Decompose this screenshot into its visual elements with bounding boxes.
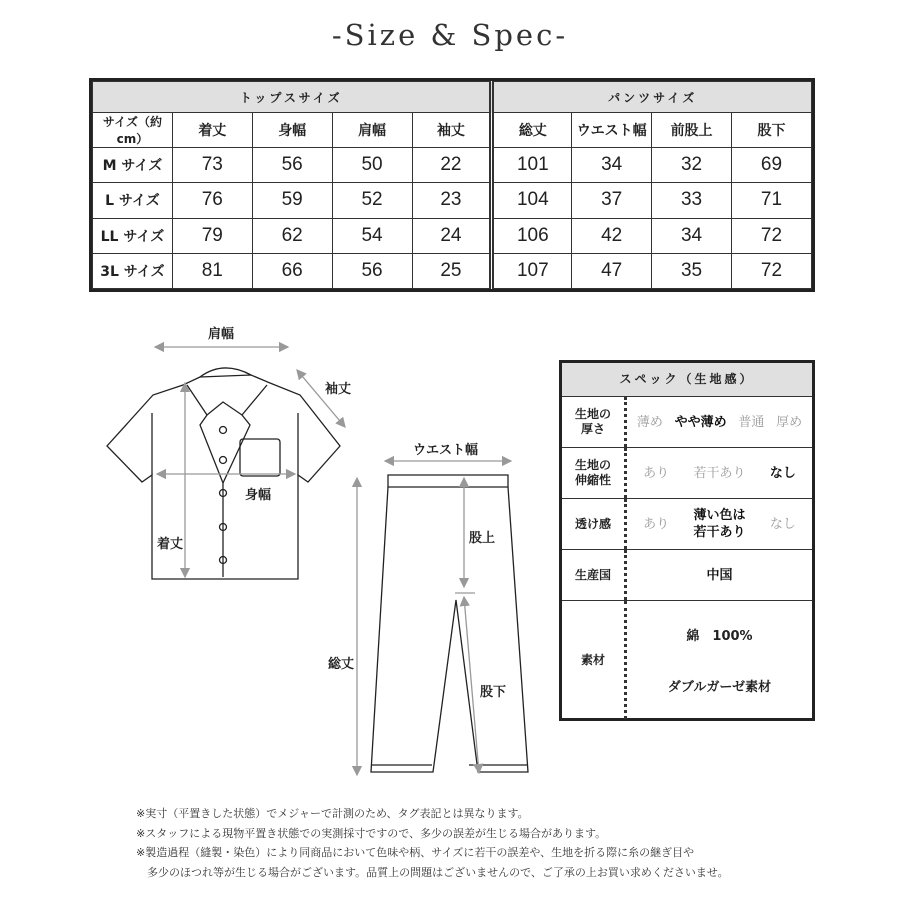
table-row xyxy=(93,253,812,288)
table-cell: 56 xyxy=(252,148,332,183)
table-row xyxy=(93,148,812,183)
col-header: 股下 xyxy=(732,113,812,148)
page-title: -Size & Spec- xyxy=(331,18,569,52)
table-cell: 76 xyxy=(172,183,252,218)
table-cell: 66 xyxy=(252,253,332,288)
notes xyxy=(136,804,729,882)
col-header: 袖丈 xyxy=(412,113,492,148)
table-cell: 104 xyxy=(492,183,572,218)
col-header: ウエスト幅 xyxy=(572,113,652,148)
sleeve-label: 袖丈 xyxy=(325,382,352,397)
table-cell: 42 xyxy=(572,218,652,253)
table-cell: 37 xyxy=(572,183,652,218)
col-header: 身幅 xyxy=(252,113,332,148)
table-cell: 107 xyxy=(492,253,572,288)
table-cell: 72 xyxy=(732,218,812,253)
col-header: 前股上 xyxy=(652,113,732,148)
spec-option: あり xyxy=(643,465,670,481)
row-label: M サイズ xyxy=(93,148,173,183)
table-cell: 47 xyxy=(572,253,652,288)
table-cell: 81 xyxy=(172,253,252,288)
material-type: ダブルガーゼ素材 xyxy=(667,680,772,695)
table-cell: 34 xyxy=(652,218,732,253)
spec-option-selected: なし xyxy=(769,465,796,481)
table-cell: 69 xyxy=(732,148,812,183)
table-cell: 71 xyxy=(732,183,812,218)
spec-option: あり xyxy=(643,516,670,532)
table-cell: 72 xyxy=(732,253,812,288)
spec-key: 素材 xyxy=(562,601,627,719)
spec-title: スペック（生地感） xyxy=(562,363,812,397)
table-cell: 56 xyxy=(332,253,412,288)
table-cell: 35 xyxy=(652,253,732,288)
shoulder-label: 肩幅 xyxy=(208,327,235,342)
total-length-label: 総丈 xyxy=(328,657,355,672)
table-cell: 22 xyxy=(412,148,492,183)
table-cell: 23 xyxy=(412,183,492,218)
table-row xyxy=(93,218,812,253)
note-line: ※スタッフによる現物平置き状態での実測採寸ですので、多少の誤差が生じる場合があります。 xyxy=(136,826,607,840)
table-cell: 101 xyxy=(492,148,572,183)
spec-key: 生地の 伸縮性 xyxy=(562,448,627,498)
table-cell: 106 xyxy=(492,218,572,253)
spec-row-material xyxy=(562,601,812,719)
size-table-group-row xyxy=(93,82,812,113)
pants-group-header: パンツサイズ xyxy=(492,82,812,113)
spec-row-stretch xyxy=(562,448,812,499)
table-cell: 32 xyxy=(652,148,732,183)
note-line: 多少のほつれ等が生じる場合がございます。品質上の問題はございませんので、ご了承の上お買い求めくださいませ。 xyxy=(136,865,729,879)
rise-label: 股上 xyxy=(469,531,496,546)
table-row xyxy=(93,183,812,218)
row-label: 3L サイズ xyxy=(93,253,173,288)
table-cell: 24 xyxy=(412,218,492,253)
spec-table xyxy=(559,360,815,721)
table-cell: 33 xyxy=(652,183,732,218)
note-line: ※製造過程（縫製・染色）により同商品において色味や柄、サイズに若干の誤差や、生地を折る際に糸の継ぎ目や xyxy=(136,846,695,859)
spec-option: 若干あり xyxy=(693,465,746,481)
col-header: 着丈 xyxy=(172,113,252,148)
spec-option: なし xyxy=(769,516,796,532)
table-cell: 34 xyxy=(572,148,652,183)
table-cell: 54 xyxy=(332,218,412,253)
table-cell: 52 xyxy=(332,183,412,218)
table-cell: 79 xyxy=(172,218,252,253)
spec-key: 透け感 xyxy=(562,499,627,549)
table-cell: 25 xyxy=(412,253,492,288)
spec-option: 薄め xyxy=(636,414,663,430)
col-header: 総丈 xyxy=(492,113,572,148)
table-cell: 50 xyxy=(332,148,412,183)
body-width-label: 身幅 xyxy=(245,488,272,503)
col-header: サイズ（約cm） xyxy=(93,113,173,148)
spec-option: 厚め xyxy=(776,414,803,430)
spec-key: 生地の 厚さ xyxy=(562,397,627,447)
waist-label: ウエスト幅 xyxy=(413,443,479,458)
spec-row-transparency xyxy=(562,499,812,550)
size-table xyxy=(89,78,815,292)
length-label: 着丈 xyxy=(157,537,184,552)
spec-row-thickness xyxy=(562,397,812,448)
garment-diagram xyxy=(95,315,550,790)
note-line: ※実寸（平置きした状態）でメジャーで計測のため、タグ表記とは異なります。 xyxy=(136,807,529,820)
spec-row-origin xyxy=(562,550,812,601)
spec-key: 生産国 xyxy=(562,550,627,600)
inseam-label: 股下 xyxy=(480,685,507,700)
table-cell: 59 xyxy=(252,183,332,218)
table-cell: 73 xyxy=(172,148,252,183)
spec-option-selected: やや薄め xyxy=(674,414,727,430)
row-label: LL サイズ xyxy=(93,218,173,253)
garment-illustration xyxy=(95,315,550,790)
tops-group-header: トップスサイズ xyxy=(93,82,492,113)
row-label: L サイズ xyxy=(93,183,173,218)
pants-outline xyxy=(371,475,528,772)
spec-option-selected: 薄い色は 若干あり xyxy=(693,508,746,540)
material-composition: 綿 100% xyxy=(686,629,753,644)
spec-option-selected: 中国 xyxy=(706,567,733,583)
size-table-header-row xyxy=(93,113,812,148)
table-cell: 62 xyxy=(252,218,332,253)
col-header: 肩幅 xyxy=(332,113,412,148)
spec-option: 普通 xyxy=(738,414,765,430)
